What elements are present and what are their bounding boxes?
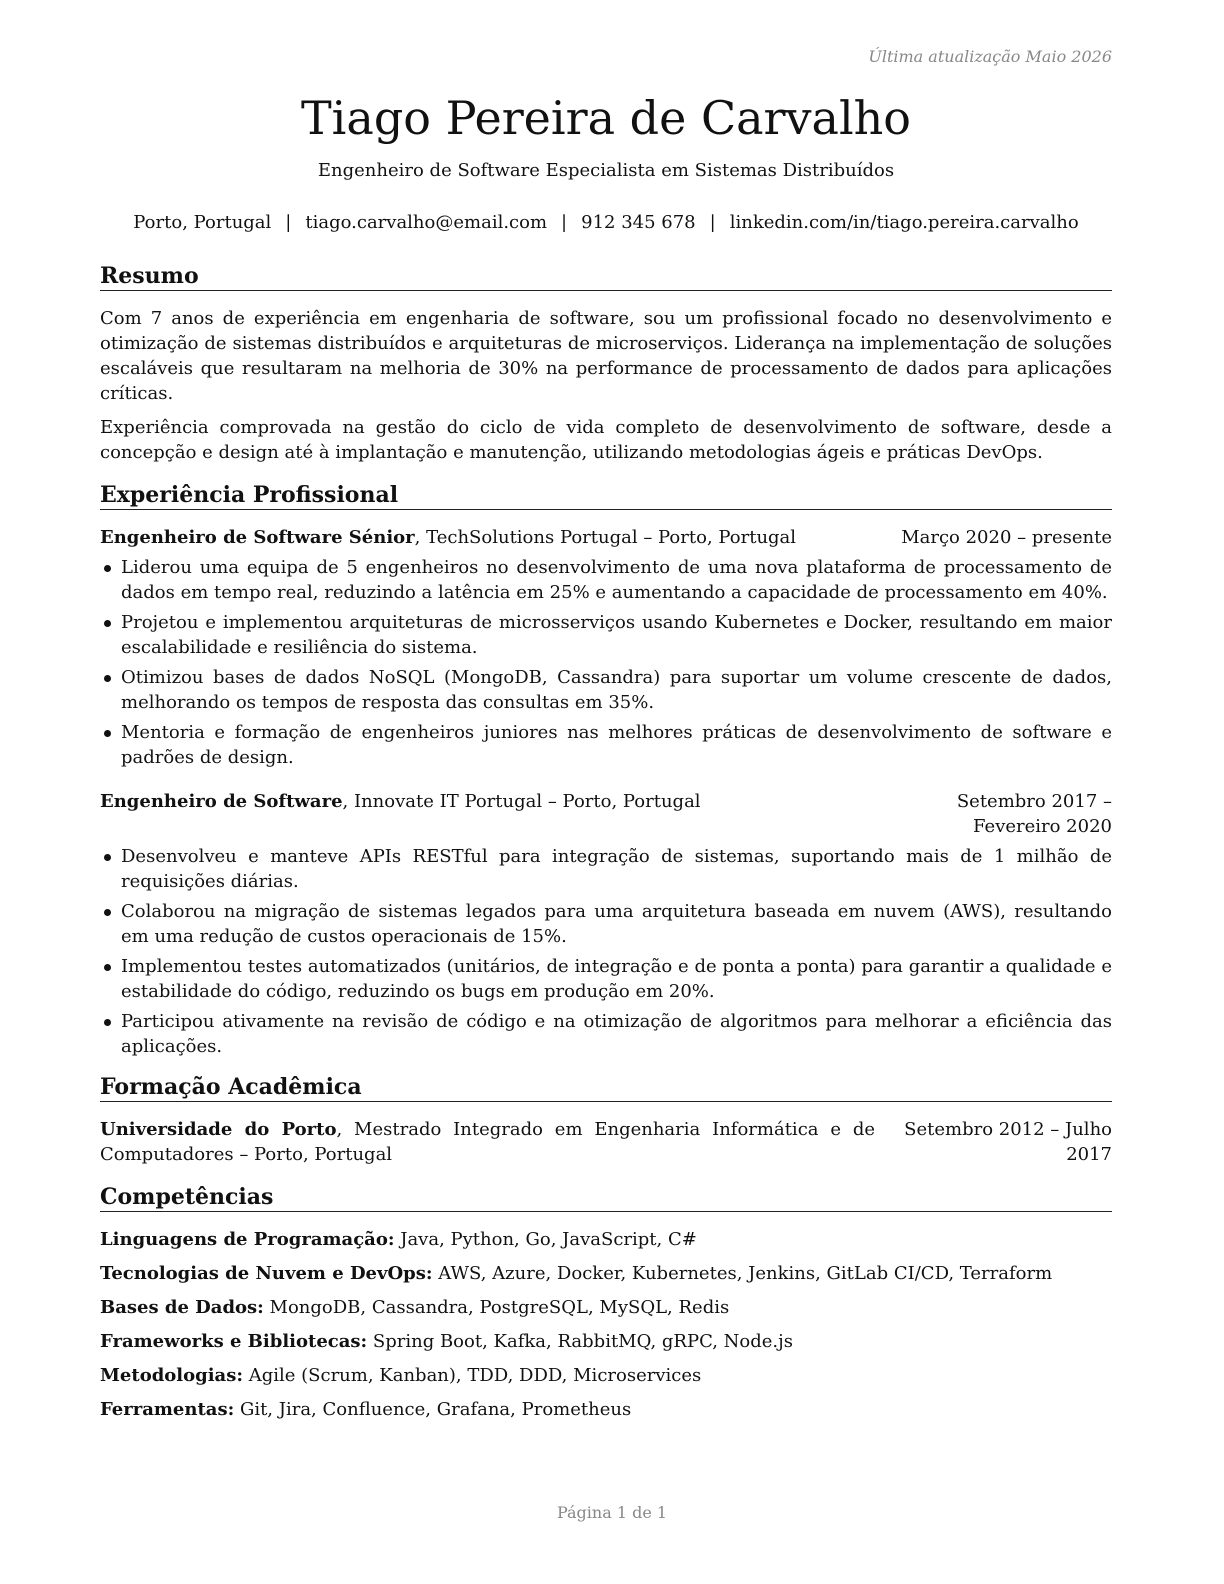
education-dates: Setembro 2012 – Julho 2017 (904, 1119, 1112, 1165)
skill-row (100, 1329, 1112, 1354)
page-number: Página 1 de 1 (556, 1503, 668, 1522)
skill-row (100, 1295, 1112, 1320)
contact-linkedin[interactable]: linkedin.com/in/tiago.pereira.carvalho (729, 212, 1079, 233)
candidate-name: Tiago Pereira de Carvalho (301, 91, 911, 145)
skill-row (100, 1363, 1112, 1388)
skills-list (100, 1227, 1112, 1422)
education-institution: Universidade do Porto (100, 1119, 337, 1140)
job-company: , TechSolutions Portugal – Porto, Portugal (414, 527, 797, 548)
skill-value: Java, Python, Go, JavaScript, C# (394, 1229, 697, 1250)
last-updated: Última atualização Maio 2026 (868, 47, 1112, 66)
contact-separator: | (285, 212, 292, 233)
skill-value: Git, Jira, Confluence, Grafana, Prometheus (234, 1399, 632, 1420)
job-title-line (100, 525, 796, 550)
contact-email[interactable]: tiago.carvalho@email.com (305, 212, 548, 233)
skill-value: Spring Boot, Kafka, RabbitMQ, gRPC, Node.js (367, 1331, 793, 1352)
skills-section (100, 1184, 1112, 1422)
job-company: , Innovate IT Portugal – Porto, Portugal (342, 791, 701, 812)
education-section (100, 1074, 1112, 1167)
contact-separator: | (709, 212, 716, 233)
contact-separator: | (561, 212, 568, 233)
job-bullets (100, 555, 1112, 770)
skill-row (100, 1227, 1112, 1252)
skill-value: Agile (Scrum, Kanban), TDD, DDD, Microservices (243, 1365, 702, 1386)
job-title-line (100, 789, 701, 814)
skill-row (100, 1261, 1112, 1286)
job-role: Engenheiro de Software (100, 791, 343, 812)
job-bullet: Liderou uma equipa de 5 engenheiros no desenvolvimento de uma nova plataforma de processamento de dados em tempo real, reduzindo a latência em 25% e aumentando a capacidade de processamento em 40%. (100, 555, 1112, 605)
skill-label: Ferramentas: (100, 1399, 235, 1420)
job-dates: Setembro 2017 – Fevereiro 2020 (956, 791, 1112, 837)
skill-label: Frameworks e Bibliotecas: (100, 1331, 368, 1352)
summary-paragraph: Com 7 anos de experiência em engenharia de software, sou um profissional focado no desenvolvimento e otimização de sistemas distribuídos e arquiteturas de microserviços. Liderança na implementação de soluções escaláveis que resultaram na melhoria de 30% na performance de processamento de dados para aplicações críticas. (100, 308, 1112, 404)
summary-section (100, 263, 1112, 465)
education-entry (100, 1117, 1112, 1167)
contact-line (100, 210, 1112, 235)
job-entry (100, 789, 1112, 1059)
contact-location: Porto, Portugal (133, 212, 272, 233)
section-title-education: Formação Acadêmica (100, 1074, 1112, 1102)
job-dates: Março 2020 – presente (901, 527, 1112, 548)
job-header (100, 789, 1112, 839)
job-role: Engenheiro de Software Sénior (100, 527, 415, 548)
education-line (100, 1117, 875, 1167)
candidate-subtitle: Engenheiro de Software Especialista em Sistemas Distribuídos (317, 160, 895, 181)
job-bullet: Participou ativamente na revisão de código e na otimização de algoritmos para melhorar a eficiência das aplicações. (100, 1009, 1112, 1059)
education-details: , Mestrado Integrado em Engenharia Informática e de Computadores – Porto, Portugal (100, 1119, 876, 1165)
summary-paragraph: Experiência comprovada na gestão do ciclo de vida completo de desenvolvimento de software, desde a concepção e design até à implantação e manutenção, utilizando metodologias ágeis e práticas DevOps. (100, 417, 1112, 463)
job-bullet: Desenvolveu e manteve APIs RESTful para integração de sistemas, suportando mais de 1 milhão de requisições diárias. (100, 844, 1112, 894)
contact-phone[interactable]: 912 345 678 (581, 212, 696, 233)
skill-row (100, 1397, 1112, 1422)
job-bullet: Projetou e implementou arquiteturas de microsserviços usando Kubernetes e Docker, resultando em maior escalabilidade e resiliência do sistema. (100, 610, 1112, 660)
section-title-summary: Resumo (100, 263, 1112, 291)
skill-label: Tecnologias de Nuvem e DevOps: (100, 1263, 433, 1284)
job-bullet: Mentoria e formação de engenheiros juniores nas melhores práticas de desenvolvimento de software e padrões de design. (100, 720, 1112, 770)
skill-label: Bases de Dados: (100, 1297, 264, 1318)
job-bullet: Otimizou bases de dados NoSQL (MongoDB, Cassandra) para suportar um volume crescente de dados, melhorando os tempos de resposta das consultas em 35%. (100, 665, 1112, 715)
skill-label: Metodologias: (100, 1365, 243, 1386)
skill-value: MongoDB, Cassandra, PostgreSQL, MySQL, Redis (263, 1297, 730, 1318)
job-entry (100, 525, 1112, 770)
skill-value: AWS, Azure, Docker, Kubernetes, Jenkins, GitLab CI/CD, Terraform (432, 1263, 1053, 1284)
section-title-skills: Competências (100, 1184, 1112, 1212)
job-header (100, 525, 1112, 550)
section-title-experience: Experiência Profissional (100, 482, 1112, 510)
job-bullet: Implementou testes automatizados (unitários, de integração e de ponta a ponta) para garantir a qualidade e estabilidade do código, reduzindo os bugs em produção em 20%. (100, 954, 1112, 1004)
job-bullets (100, 844, 1112, 1059)
experience-section (100, 482, 1112, 1059)
skill-label: Linguagens de Programação: (100, 1229, 395, 1250)
job-bullet: Colaborou na migração de sistemas legados para uma arquitetura baseada em nuvem (AWS), resultando em uma redução de custos operacionais de 15%. (100, 899, 1112, 949)
